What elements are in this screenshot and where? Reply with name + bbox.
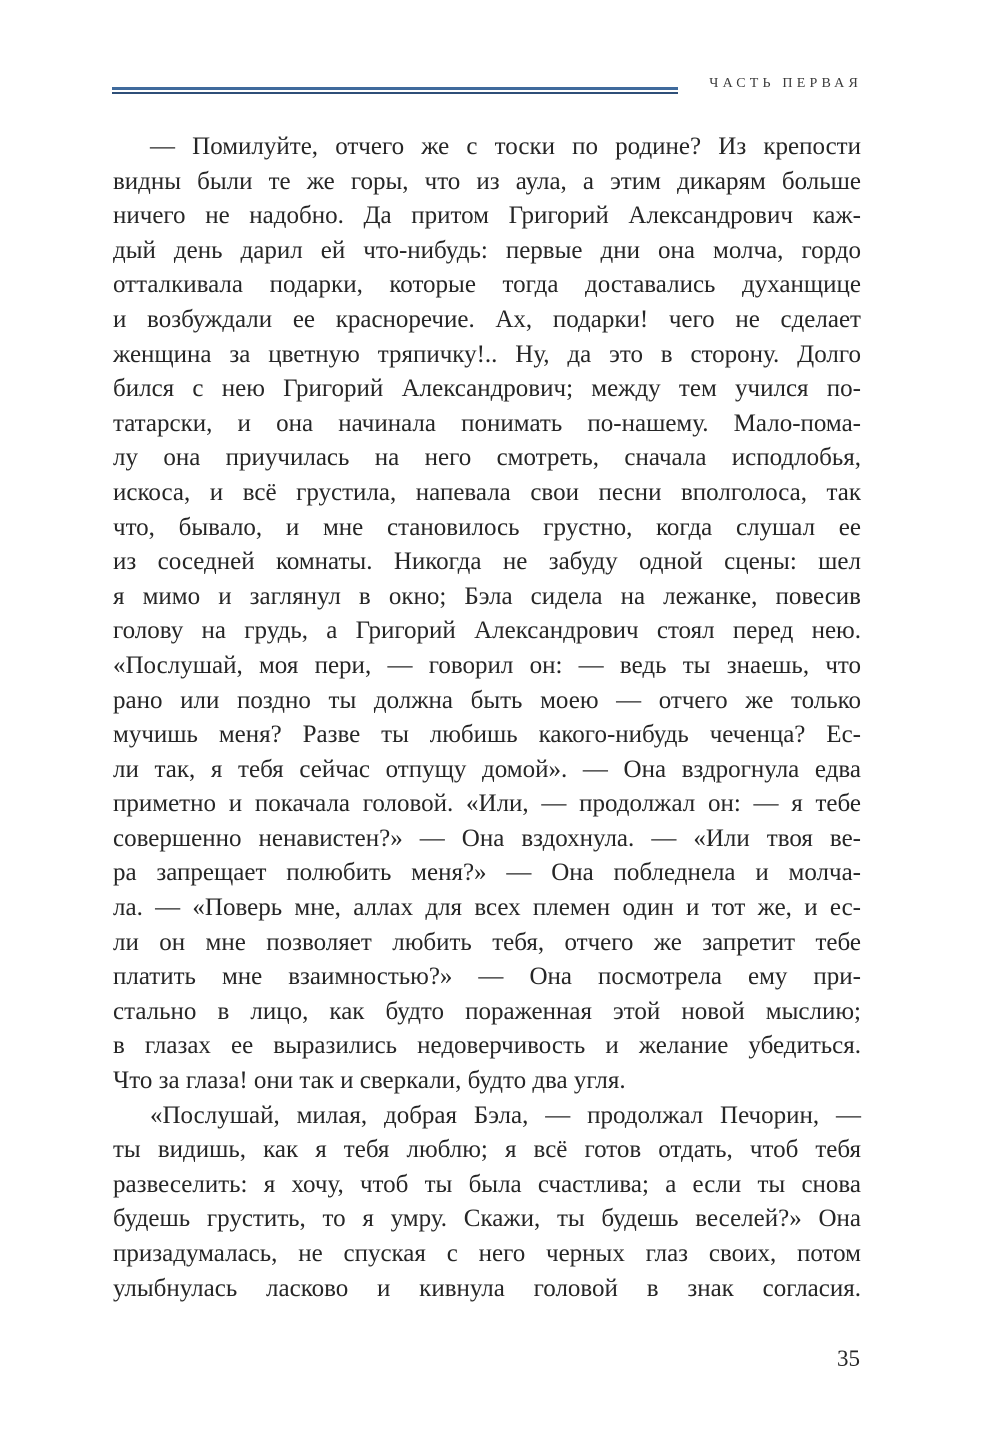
text-line: ла. — «Поверь мне, аллах для всех племен один и тот же, и ес-	[113, 894, 861, 922]
text-line: будешь грустить, то я умру. Скажи, ты будешь веселей?» Она	[113, 1205, 861, 1233]
text-line: женщина за цветную тряпичку!.. Ну, да это в сторону. Долго	[113, 340, 861, 368]
text-line: лу она приучилась на него смотреть, сначала исподлобья,	[113, 444, 861, 472]
text-line: рано или поздно ты должна быть моею — отчего же только	[113, 686, 861, 714]
text-line: мучишь меня? Разве ты любишь какого-нибудь чеченца? Ес-	[113, 721, 861, 749]
text-line: «Послушай, моя пери, — говорил он: — ведь ты знаешь, что	[113, 651, 861, 679]
text-line: развеселить: я хочу, чтоб ты была счастлива; а если ты снова	[113, 1170, 861, 1198]
text-line: приметно и покачала головой. «Или, — продолжал он: — я тебе	[113, 790, 861, 818]
text-line: улыбнулась ласково и кивнула головой в знак согласия.	[113, 1274, 861, 1302]
text-line: Что за глаза! они так и сверкали, будто два угля.	[113, 1067, 626, 1095]
text-line: из соседней комнаты. Никогда не забуду одной сцены: шел	[113, 548, 861, 576]
paragraph-2	[113, 1099, 861, 1307]
text-line: что, бывало, и мне становилось грустно, когда слушал ее	[113, 513, 861, 541]
text-line: бился с нею Григорий Александрович; между тем учился по-	[113, 375, 861, 403]
text-line: совершенно ненавистен?» — Она вздохнула. — «Или твоя ве-	[113, 824, 861, 852]
text-line: искоса, и всё грустила, напевала свои песни вполголоса, так	[113, 478, 861, 506]
text-line: призадумалась, не спуская с него черных глаз своих, потом	[113, 1240, 861, 1267]
text-line: видны были те же горы, что из аула, а этим дикарям больше	[113, 167, 861, 195]
body-text	[113, 130, 861, 1306]
text-line: ничего не надобно. Да притом Григорий Александрович каж-	[113, 202, 861, 230]
text-line: в глазах ее выразились недоверчивость и желание убедиться.	[113, 1032, 861, 1060]
running-header	[112, 74, 862, 98]
text-line: татарски, и она начинала понимать по-нашему. Мало-пома-	[113, 409, 861, 437]
section-title: ЧАСТЬ ПЕРВАЯ	[709, 76, 862, 91]
text-line: голову на грудь, а Григорий Александрович стоял перед нею.	[113, 617, 861, 645]
text-line: платить мне взаимностью?» — Она посмотрела ему при-	[113, 963, 861, 991]
text-line: «Послушай, милая, добрая Бэла, — продолжал Печорин, —	[150, 1101, 861, 1129]
text-line: ты видишь, как я тебя люблю; я всё готов отдать, чтоб тебя	[113, 1136, 861, 1164]
text-line: — Помилуйте, отчего же с тоски по родине? Из крепости	[150, 133, 861, 160]
text-line: ли так, я тебя сейчас отпущу домой». — Она вздрогнула едва	[113, 755, 861, 783]
text-line: стально в лицо, как будто пораженная этой новой мыслию;	[113, 997, 861, 1025]
paragraph-1	[113, 130, 861, 1099]
page-number: 35	[837, 1346, 860, 1371]
text-line: ра запрещает полюбить меня?» — Она побледнела и молча-	[113, 859, 861, 887]
text-line: и возбуждали ее красноречие. Ах, подарки! чего не сделает	[113, 305, 861, 333]
text-line: отталкивала подарки, которые тогда доставались духанщице	[113, 271, 861, 299]
header-rule	[112, 87, 678, 94]
text-line: я мимо и заглянул в окно; Бэла сидела на лежанке, повесив	[113, 582, 861, 610]
text-line: дый день дарил ей что-нибудь: первые дни она молча, гордо	[113, 236, 861, 264]
text-line: ли он мне позволяет любить тебя, отчего же запретит тебе	[113, 928, 861, 956]
